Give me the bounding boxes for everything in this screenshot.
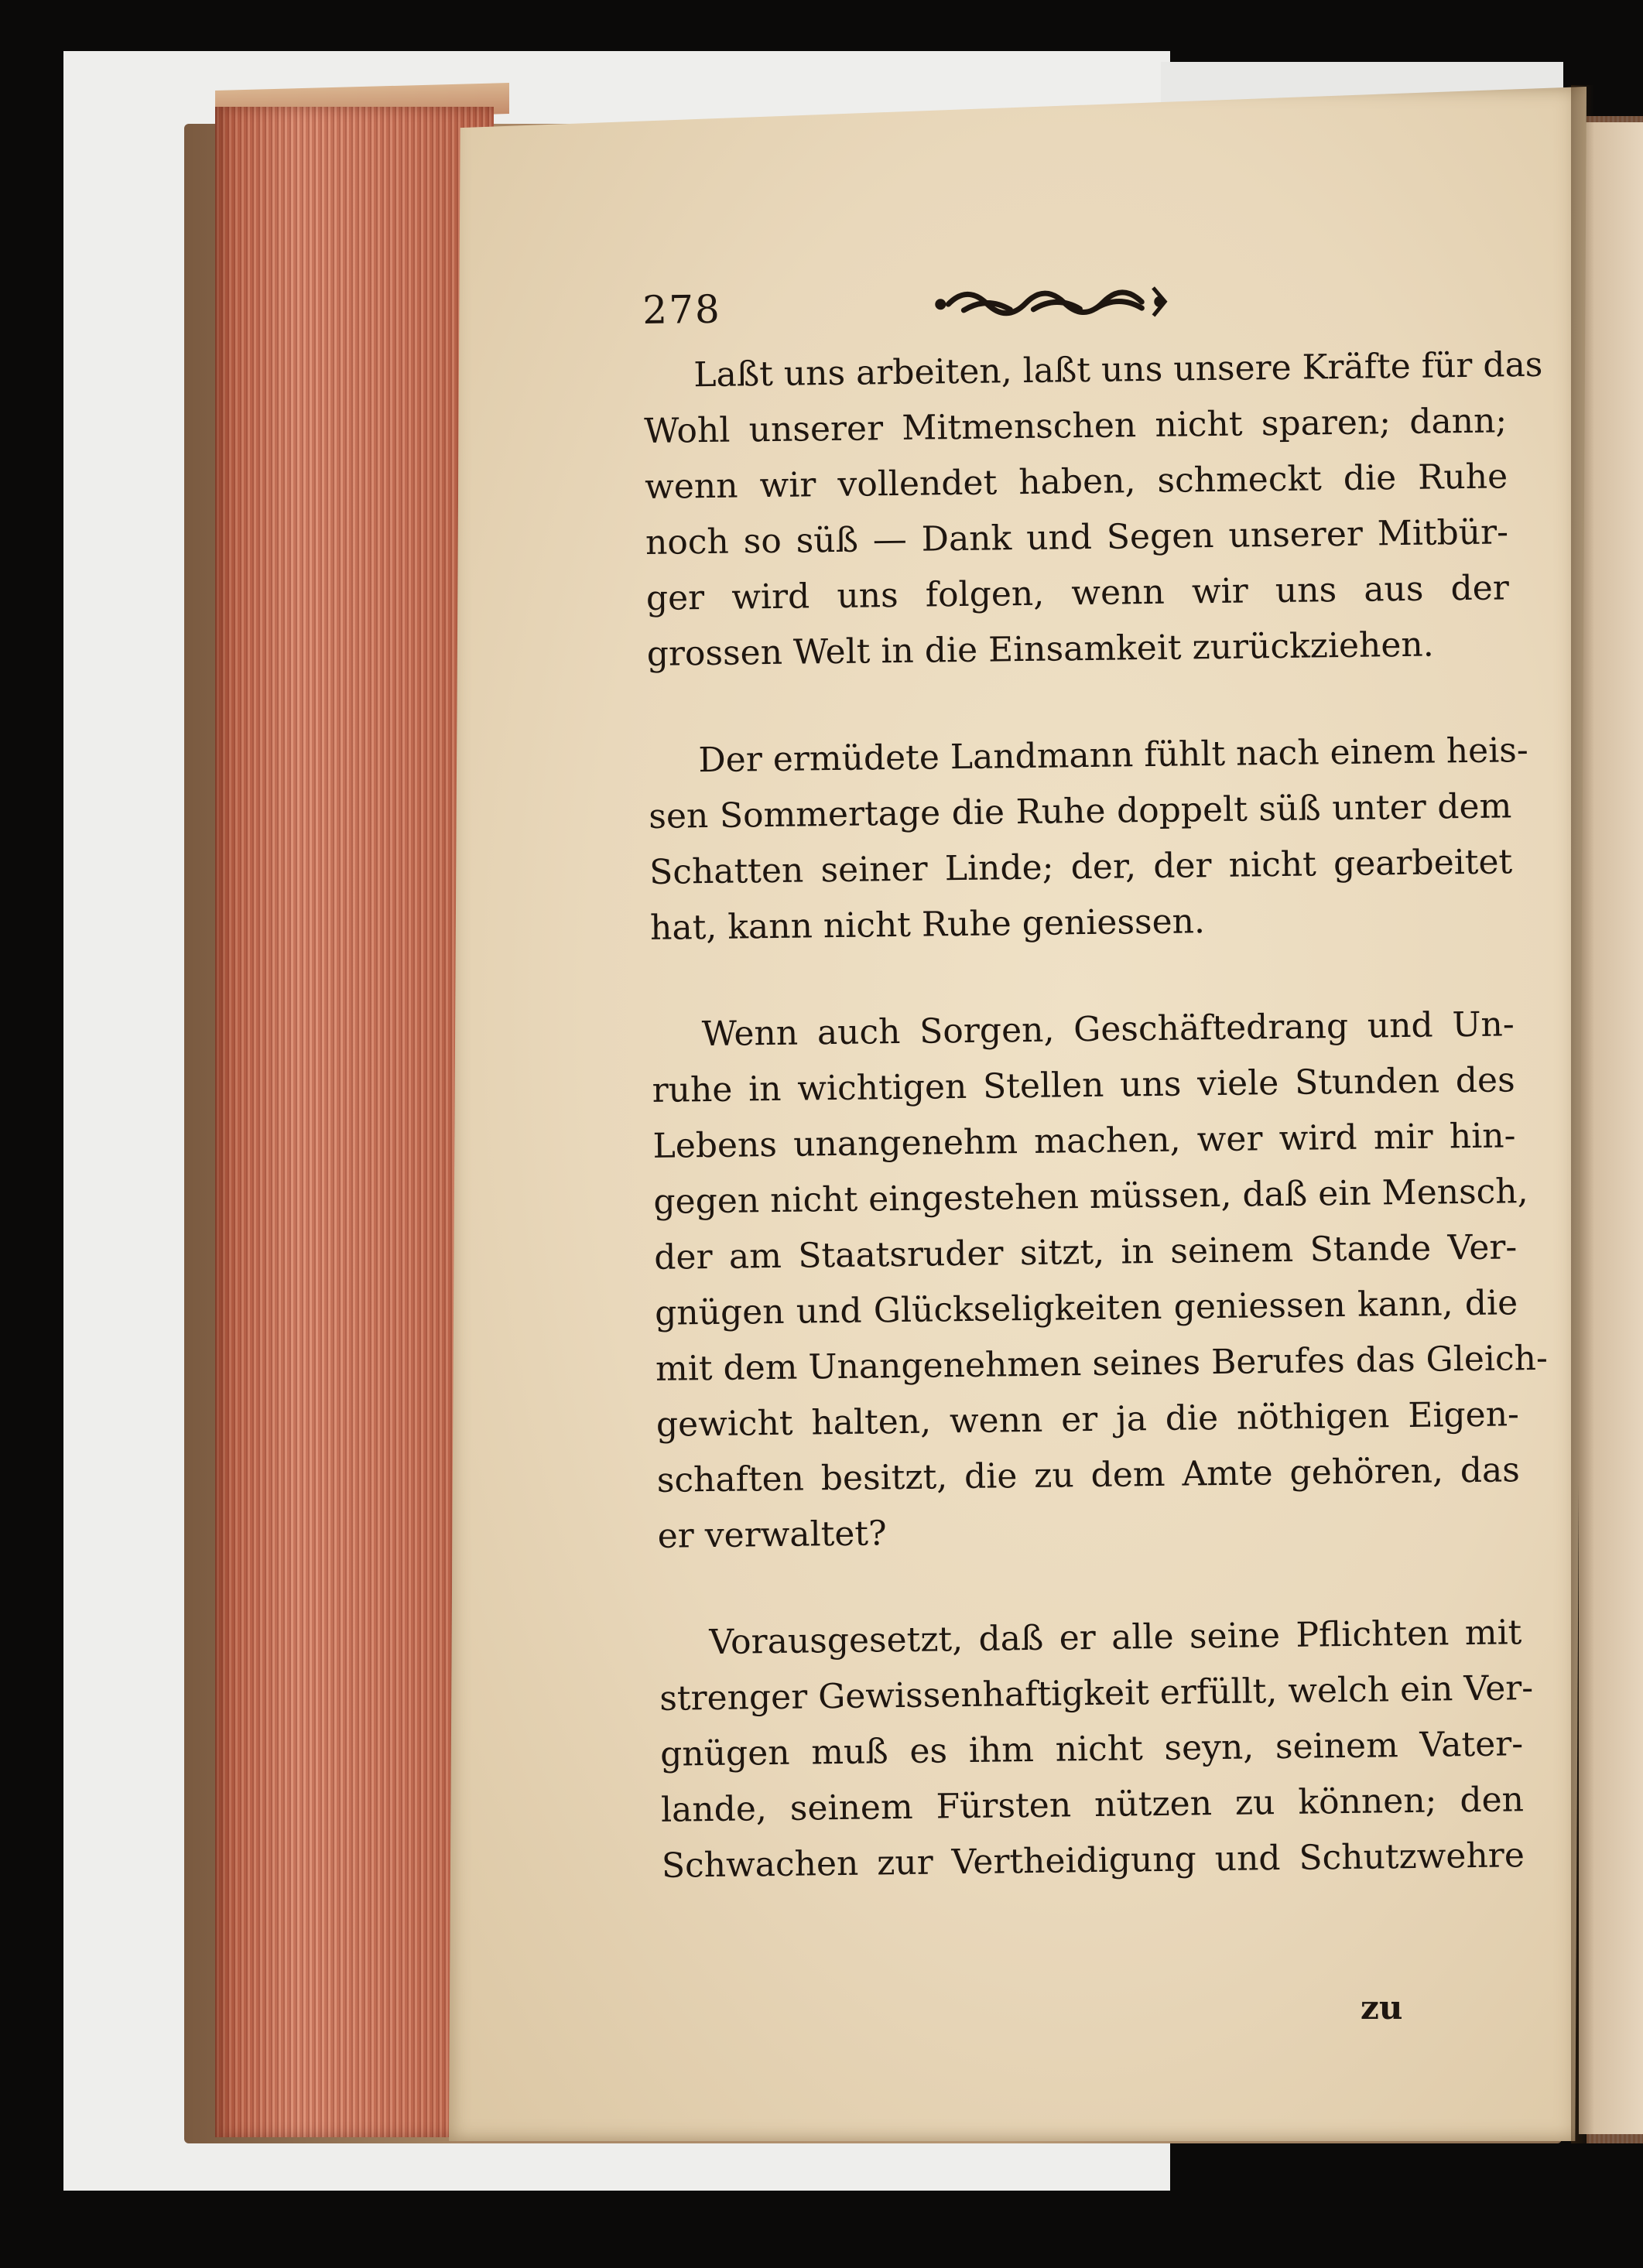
text-line: noch so süß — Dank und Segen unserer Mitbür- xyxy=(645,512,1509,563)
text-line: wenn wir vollendet haben, schmeckt die Ruhe xyxy=(644,457,1508,507)
text-line: lande, seinem Fürsten nützen zu können; den xyxy=(660,1780,1525,1830)
text-line: grossen Welt in die Einsamkeit zurückziehen. xyxy=(646,624,1435,674)
text-line: Wohl unserer Mitmenschen nicht sparen; dann; xyxy=(643,401,1508,451)
text-line: Wenn auch Sorgen, Geschäftedrang und Un- xyxy=(701,1004,1515,1055)
text-line: Vorausgesetzt, daß er alle seine Pflichten mit xyxy=(709,1613,1522,1663)
text-line: Der ermüdete Landmann fühlt nach einem heis- xyxy=(698,730,1528,781)
text-line: hat, kann nicht Ruhe geniessen. xyxy=(649,901,1206,948)
text-line: strenger Gewissenhaftigkeit erfüllt, welch ein Ver- xyxy=(659,1668,1534,1719)
page-text xyxy=(642,277,1549,1945)
gutter-shadow xyxy=(1571,85,1594,2143)
text-line: gewicht halten, wenn er ja die nöthigen Eigen- xyxy=(655,1394,1520,1445)
text-line: der am Staatsruder sitzt, in seinem Stande Ver- xyxy=(654,1227,1518,1278)
text-line: Schatten seiner Linde; der, der nicht gearbeitet xyxy=(649,842,1513,892)
text-line: sen Sommertage die Ruhe doppelt süß unter dem xyxy=(649,786,1512,836)
text-line: Lebens unangenehm machen, wer wird mir hin- xyxy=(652,1116,1516,1166)
page-header xyxy=(642,277,1506,348)
text-line: gnügen und Glückseligkeiten geniessen kann, die xyxy=(654,1283,1518,1333)
paragraph xyxy=(651,997,1549,1565)
text-line: gegen nicht eingestehen müssen, daß ein Mensch, xyxy=(653,1172,1528,1222)
paragraph xyxy=(659,1605,1534,1894)
paragraph xyxy=(643,337,1543,682)
text-line: ruhe in wichtigen Stellen uns viele Stunden des xyxy=(652,1060,1515,1110)
ornament-icon xyxy=(933,271,1173,336)
text-line: ger wird uns folgen, wenn wir uns aus der xyxy=(645,568,1510,618)
catchword: zu xyxy=(1361,1989,1403,2027)
text-line: gnügen muß es ihm nicht seyn, seinem Vater- xyxy=(659,1724,1524,1774)
page-number: 278 xyxy=(642,286,722,333)
text-line: Laßt uns arbeiten, laßt uns unsere Kräfte für das xyxy=(693,344,1543,395)
text-line: mit dem Unangenehmen seines Berufes das Gleich- xyxy=(655,1338,1549,1389)
text-line: schaften besitzt, die zu dem Amte gehören, das xyxy=(656,1450,1521,1500)
text-line: Schwachen zur Vertheidigung und Schutzwehre xyxy=(661,1835,1525,1886)
paragraph xyxy=(648,723,1528,956)
text-line: er verwaltet? xyxy=(657,1514,887,1556)
